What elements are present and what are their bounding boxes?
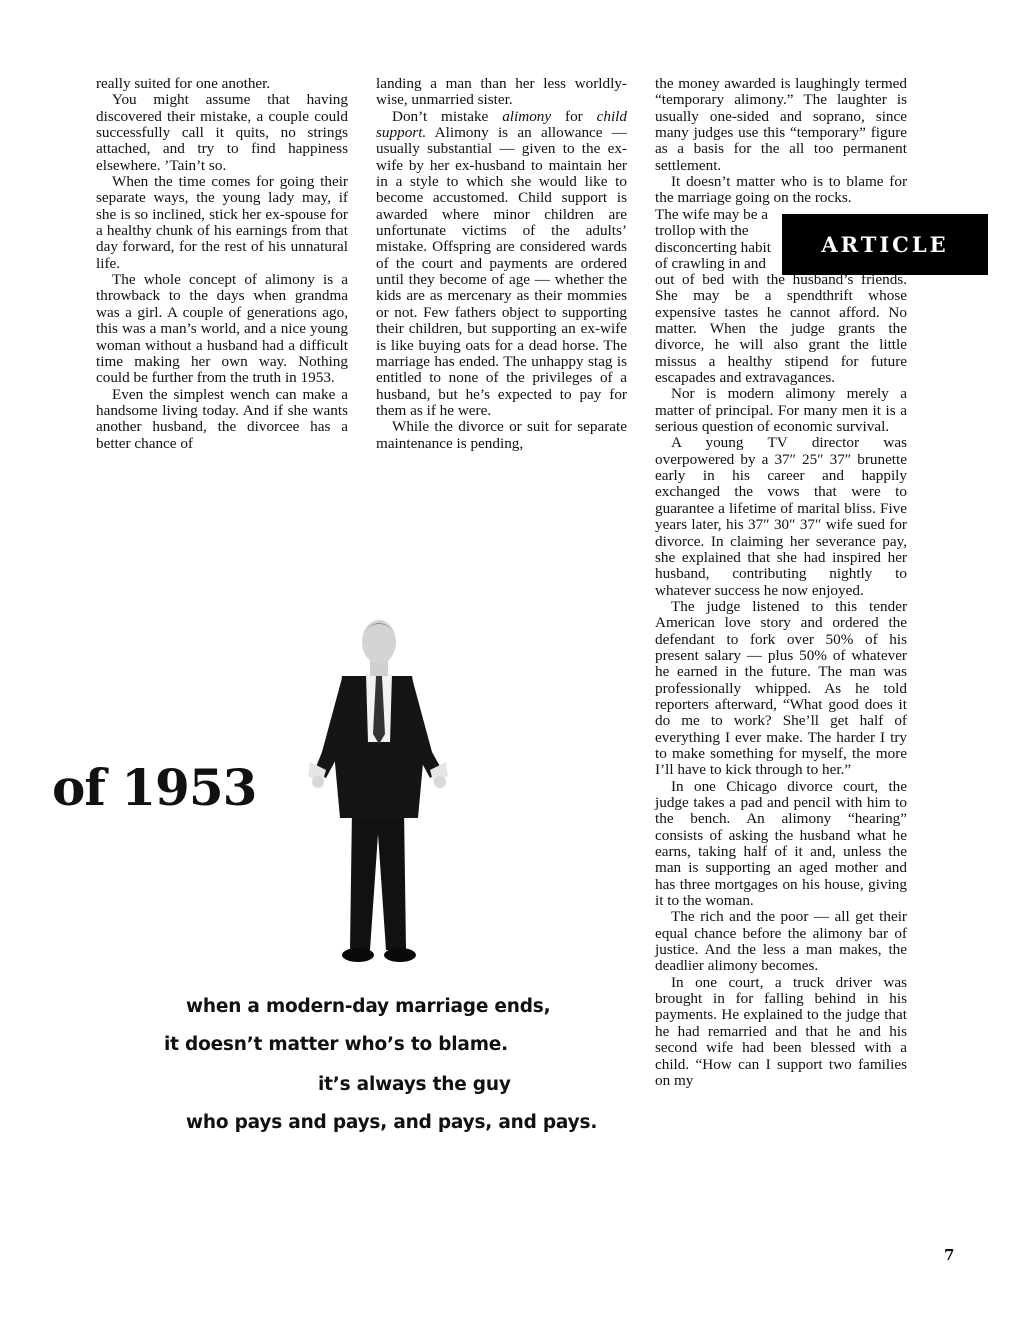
paragraph: The whole concept of alimony is a throwback to the days when grandma was a girl. A couple of generations ago, this was a man’s world, and a nice young woman without a husband had a difficult time making her own way. Nothing could be further from the truth in 1953. xyxy=(96,271,348,387)
paragraph: Even the simplest wench can make a handsome living today. And if she wants another husband, the divorcee has a better chance of xyxy=(96,385,348,452)
paragraph: The wife may be a trollop with the disconcerting habit of crawling in and xyxy=(655,206,771,273)
paragraph: While the divorce or suit for separate maintenance is pending, xyxy=(376,418,627,452)
text-column-3-narrow xyxy=(655,207,775,272)
paragraph xyxy=(376,109,627,420)
text-column-1 xyxy=(96,76,348,452)
text-run: Alimony is an allowance — usually substantial — given to the ex-wife by her ex-husband to maintain her in a style to which she would like to become accustomed. Child support is awarded where minor children are unfortunate victims of the adults’ mistake. Offspring are considered wards of the court and payments are ordered until they become of age — whether the kids are as mercenary as their mommies or not. Few fathers object to supporting their children, but supporting an ex-wife is like buying oats for a dead horse. The marriage has ended. The unhappy stag is entitled to none of the privileges of a husband, but he’s expected to pay for them as if he were. xyxy=(376,124,627,419)
paragraph: A young TV director was overpowered by a 37″ 25″ 37″ brunette early in his career and happily exchanged the vows that were to guarantee a lifetime of marital bliss. Five years later, his 37″ 30″ 37″ wife sued for divorce. In claiming her severance pay, she explained that she had inspired her husband, contributing nightly to whatever success he now enjoyed. xyxy=(655,434,907,599)
paragraph: the money awarded is laughingly termed “temporary alimony.” The laughter is usually one-sided and soprano, since many judges use this “temporary” figure as a basis for the all too permanent settlement. xyxy=(655,75,907,174)
paragraph: You might assume that having discovered their mistake, a couple could successfully call it quits, no strings attached, and try to find happiness elsewhere. ’Tain’t so. xyxy=(96,91,348,174)
tagline-line-2: it doesn’t matter who’s to blame. xyxy=(164,1034,508,1055)
paragraph: In one court, a truck driver was brought in for falling behind in his payments. He explained to the judge that he had remarried and that he and his second wife had been blessed with a child. “How can I support two families on my xyxy=(655,973,907,1089)
paragraph: Nor is modern alimony merely a matter of principal. For many men it is a serious question of economic survival. xyxy=(655,385,907,436)
paragraph: The judge listened to this tender American love story and ordered the defendant to fork over 50% of his present salary — plus 50% of whatever he earned in the future. The man was professionally whipped. As he told reporters afterward, “What good does it do me to work? She’ll get half of everything I ever make. The harder I try to make something for myself, the more I’ll have to kick through to her.” xyxy=(655,597,907,779)
man-with-empty-pockets-photo xyxy=(300,612,460,972)
tagline-line-4: who pays and pays, and pays, and pays. xyxy=(186,1112,598,1133)
text-column-3 xyxy=(655,272,907,1089)
tagline-line-1: when a modern-day marriage ends, xyxy=(186,996,551,1017)
paragraph: The rich and the poor — all get their equal chance before the alimony bar of justice. And the less a man makes, the deadlier alimony becomes. xyxy=(655,908,907,975)
article-badge: ARTICLE xyxy=(782,214,988,275)
text-run: Don’t mistake xyxy=(392,107,503,125)
paragraph: landing a man than her less worldly-wise, unmarried sister. xyxy=(376,75,627,109)
paragraph: In one Chicago divorce court, the judge takes a pad and pencil with him to the bench. An alimony “hearing” consists of asking the husband what he earns, taking half of it and, unless the man is supporting an aged mother and has three mortgages on his house, giving it to the woman. xyxy=(655,777,907,910)
headline: of 1953 xyxy=(52,758,257,817)
paragraph: It doesn’t matter who is to blame for the marriage going on the rocks. xyxy=(655,173,907,207)
tagline-line-3: it’s always the guy xyxy=(318,1074,511,1095)
page-number: 7 xyxy=(944,1246,955,1264)
paragraph: out of bed with the husband’s friends. She may be a spendthrift whose expensive tastes he cannot afford. No matter. When the judge grants the divorce, he will also grant the little missus a healthy stipend for future escapades and extravagances. xyxy=(655,271,907,387)
text-column-2 xyxy=(376,76,627,452)
emphasis-child-support: child support. xyxy=(376,107,627,142)
paragraph: When the time comes for going their separate ways, the young lady may, if she is so inclined, stick her ex-spouse for a healthy chunk of his earnings from that day forward, for the rest of his unnatural life. xyxy=(96,173,348,272)
text-run: for xyxy=(551,107,597,125)
paragraph: really suited for one another. xyxy=(96,75,271,92)
text-column-3-top xyxy=(655,76,907,207)
emphasis-alimony: alimony xyxy=(502,107,552,125)
